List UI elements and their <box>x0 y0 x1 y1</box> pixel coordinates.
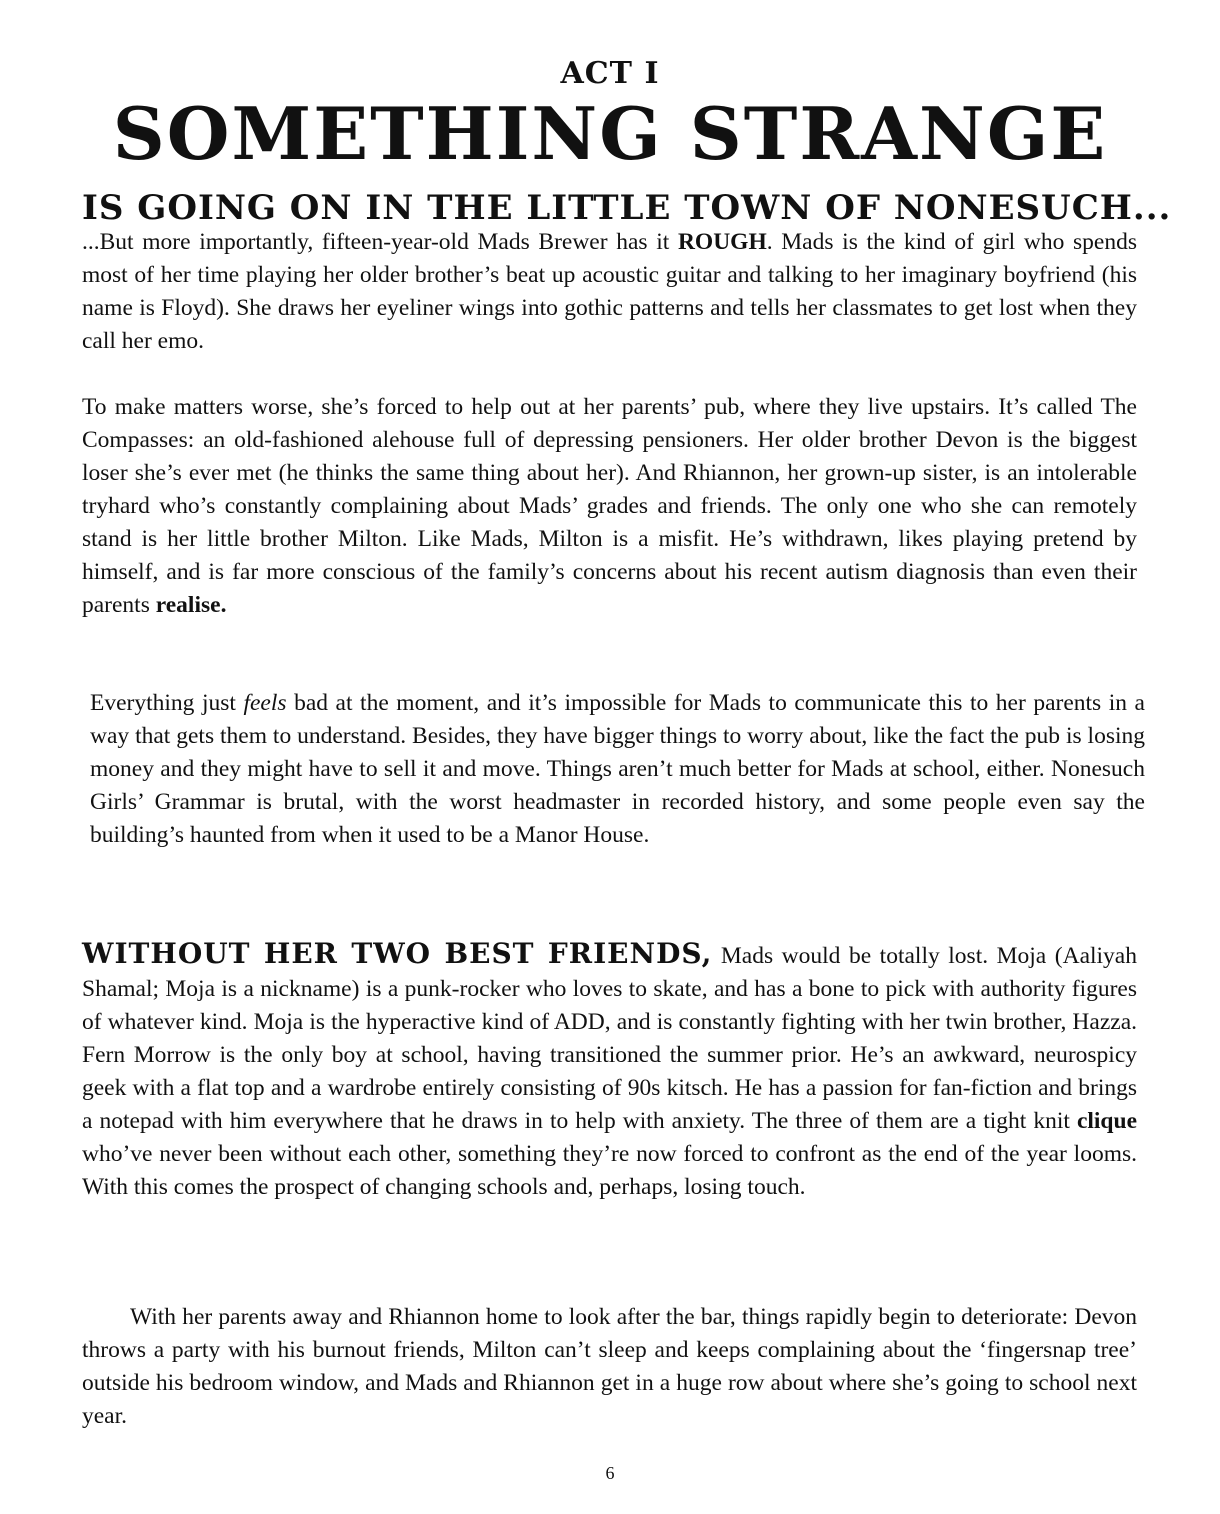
paragraph-text: . Mads is the kind of girl who spends most of her time playing her older brother’s beat up acoustic guitar and talking to her imaginary boyfriend (his name is Floyd). She draws her eyeliner wings into gothic patterns and tells her classmates to get lost when they call her emo. <box>82 229 1137 354</box>
emphasis-feels: feels <box>243 690 287 716</box>
runin-heading: WITHOUT HER TWO BEST FRIENDS, <box>82 937 713 970</box>
paragraph-text: who’ve never been without each other, something they’re now forced to confront as the end of the year looms. With this comes the prospect of changing schools and, perhaps, losing touch. <box>82 1141 1137 1200</box>
page-subtitle: IS GOING ON IN THE LITTLE TOWN OF NONESUCH... <box>82 188 1172 228</box>
page-title: SOMETHING STRANGE <box>112 91 1108 176</box>
emphasis-rough: ROUGH <box>677 229 767 255</box>
paragraph-text: Everything just <box>90 690 244 716</box>
emphasis-realise: realise. <box>155 592 227 618</box>
paragraph-text: To make matters worse, she’s forced to help out at her parents’ pub, where they live upstairs. It’s called The Compasses: an old-fashioned alehouse full of depressing pensioners. Her older brother Devon is the biggest loser she’s ever met (he thinks the same thing about her). And Rhiannon, her grown-up sister, is an intolerable tryhard who’s constantly complaining about Mads’ grades and friends. The only one who she can remotely stand is her little brother Milton. Like Mads, Milton is a misfit. He’s withdrawn, likes playing pretend by himself, and is far more conscious of the family’s concerns about his recent autism diagnosis than even their parents <box>82 394 1137 618</box>
paragraph-text: With her parents away and Rhiannon home to look after the bar, things rapidly begin to deteriorate: Devon throws a party with his burnout friends, Milton can’t sleep and keeps complaining about the ‘fingersnap tree’ outside his bedroom window, and Mads and Rhiannon get in a huge row about where she’s going to school next year. <box>82 1304 1137 1429</box>
paragraph-intro <box>82 226 1137 358</box>
paragraph-text: bad at the moment, and it’s impossible for Mads to communicate this to her parents in a way that gets them to understand. Besides, they have bigger things to worry about, like the fact the pub is losing money and they might have to sell it and move. Things aren’t much better for Mads at school, either. Nonesuch Girls’ Grammar is brutal, with the worst headmaster in recorded history, and some people even say the building’s haunted from when it used to be a Manor House. <box>90 690 1145 848</box>
paragraph-friends <box>82 937 1137 1204</box>
paragraph-feelings <box>82 687 1145 852</box>
emphasis-clique: clique <box>1076 1108 1137 1134</box>
paragraph-text: Mads would be totally lost. Moja (Aaliyah Shamal; Moja is a nickname) is a punk-rocker who loves to skate, and has a bone to pick with authority figures of whatever kind. Moja is the hyperactive kind of ADD, and is constantly fighting with her twin brother, Hazza. Fern Morrow is the only boy at school, having transitioned the summer prior. He’s an awkward, neurospicy geek with a flat top and a wardrobe entirely consisting of 90s kitsch. He has a passion for fan-fiction and brings a notepad with him everywhere that he draws in to help with anxiety. The three of them are a tight knit <box>82 943 1137 1134</box>
page-number: 6 <box>605 1463 615 1483</box>
paragraph-text: ...But more importantly, fifteen-year-old Mads Brewer has it <box>82 229 678 255</box>
paragraph-conflict <box>82 1301 1137 1433</box>
act-label: ACT I <box>560 56 660 91</box>
paragraph-family <box>82 391 1137 622</box>
